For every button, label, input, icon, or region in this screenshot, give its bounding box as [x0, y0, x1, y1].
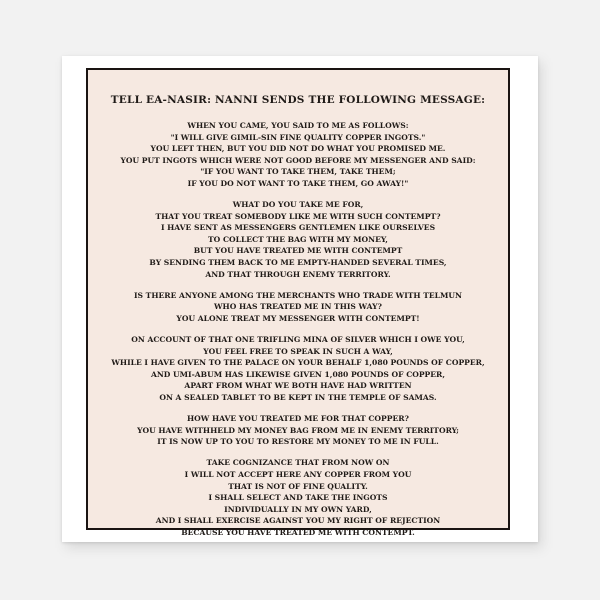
letter-paragraph [88, 413, 508, 448]
letter-line: INDIVIDUALLY IN MY OWN YARD, [224, 504, 372, 514]
letter-line: IT IS NOW UP TO YOU TO RESTORE MY MONEY TO ME IN FULL. [157, 437, 439, 447]
letter-paragraph [88, 290, 508, 325]
letter-line: BECAUSE YOU HAVE TREATED ME WITH CONTEMPT. [181, 527, 415, 537]
letter-paragraph [88, 334, 508, 404]
letter-line: "I WILL GIVE GIMIL-SIN FINE QUALITY COPPER INGOTS." [170, 132, 426, 142]
letter-line: IF YOU DO NOT WANT TO TAKE THEM, GO AWAY!" [187, 178, 409, 188]
letter-line: I HAVE SENT AS MESSENGERS GENTLEMEN LIKE OURSELVES [160, 223, 436, 233]
letter-paragraph [88, 457, 508, 538]
letter-line: WHEN YOU CAME, YOU SAID TO ME AS FOLLOWS: [187, 121, 409, 130]
letter-line: TO COLLECT THE BAG WITH MY MONEY, [208, 234, 388, 244]
letter-line: AND THAT THROUGH ENEMY TERRITORY. [205, 269, 391, 279]
letter-line: WHO HAS TREATED ME IN THIS WAY? [214, 302, 382, 312]
letter-line: IS THERE ANYONE AMONG THE MERCHANTS WHO TRADE WITH TELMUN [134, 290, 462, 300]
letter-line: WHAT DO YOU TAKE ME FOR, [232, 200, 364, 210]
letter-body [88, 120, 508, 548]
letter-line: ON A SEALED TABLET TO BE KEPT IN THE TEMPLE OF SAMAS. [159, 392, 437, 402]
letter-line: "IF YOU WANT TO TAKE THEM, TAKE THEM; [200, 167, 396, 177]
letter-line: I WILL NOT ACCEPT HERE ANY COPPER FROM YOU [184, 469, 412, 479]
letter-line: BUT YOU HAVE TREATED ME WITH CONTEMPT [193, 246, 403, 256]
letter-line: AND UMI-ABUM HAS LIKEWISE GIVEN 1,080 POUNDS OF COPPER, [150, 369, 446, 379]
letter-card [86, 68, 510, 537]
letter-line: THAT YOU TREAT SOMEBODY LIKE ME WITH SUCH CONTEMPT? [155, 211, 441, 221]
letter-line: I SHALL SELECT AND TAKE THE INGOTS [208, 493, 388, 503]
letter-line: YOU FEEL FREE TO SPEAK IN SUCH A WAY, [203, 346, 393, 356]
letter-title: TELL EA-NASIR: NANNI SENDS THE FOLLOWING MESSAGE: [110, 94, 486, 106]
letter-line: YOU PUT INGOTS WHICH WERE NOT GOOD BEFORE MY MESSENGER AND SAID: [120, 155, 476, 165]
letter-line: TAKE COGNIZANCE THAT FROM NOW ON [206, 458, 390, 468]
letter-line: WHILE I HAVE GIVEN TO THE PALACE ON YOUR BEHALF 1,080 POUNDS OF COPPER, [111, 358, 485, 368]
letter-line: THAT IS NOT OF FINE QUALITY. [228, 481, 368, 491]
letter-line: AND I SHALL EXERCISE AGAINST YOU MY RIGHT OF REJECTION [155, 516, 441, 526]
letter-line: APART FROM WHAT WE BOTH HAVE HAD WRITTEN [184, 381, 412, 391]
letter-line: YOU LEFT THEN, BUT YOU DID NOT DO WHAT YOU PROMISED ME. [150, 144, 446, 154]
letter-line: HOW HAVE YOU TREATED ME FOR THAT COPPER? [186, 414, 410, 424]
letter-line: YOU HAVE WITHHELD MY MONEY BAG FROM ME IN ENEMY TERRITORY; [137, 425, 459, 435]
letter-line: BY SENDING THEM BACK TO ME EMPTY-HANDED SEVERAL TIMES, [149, 258, 447, 268]
letter-line: ON ACCOUNT OF THAT ONE TRIFLING MINA OF SILVER WHICH I OWE YOU, [131, 335, 465, 344]
letter-paragraph [88, 120, 508, 190]
letter-paragraph [88, 199, 508, 280]
letter-line: YOU ALONE TREAT MY MESSENGER WITH CONTEMPT! [176, 313, 420, 323]
